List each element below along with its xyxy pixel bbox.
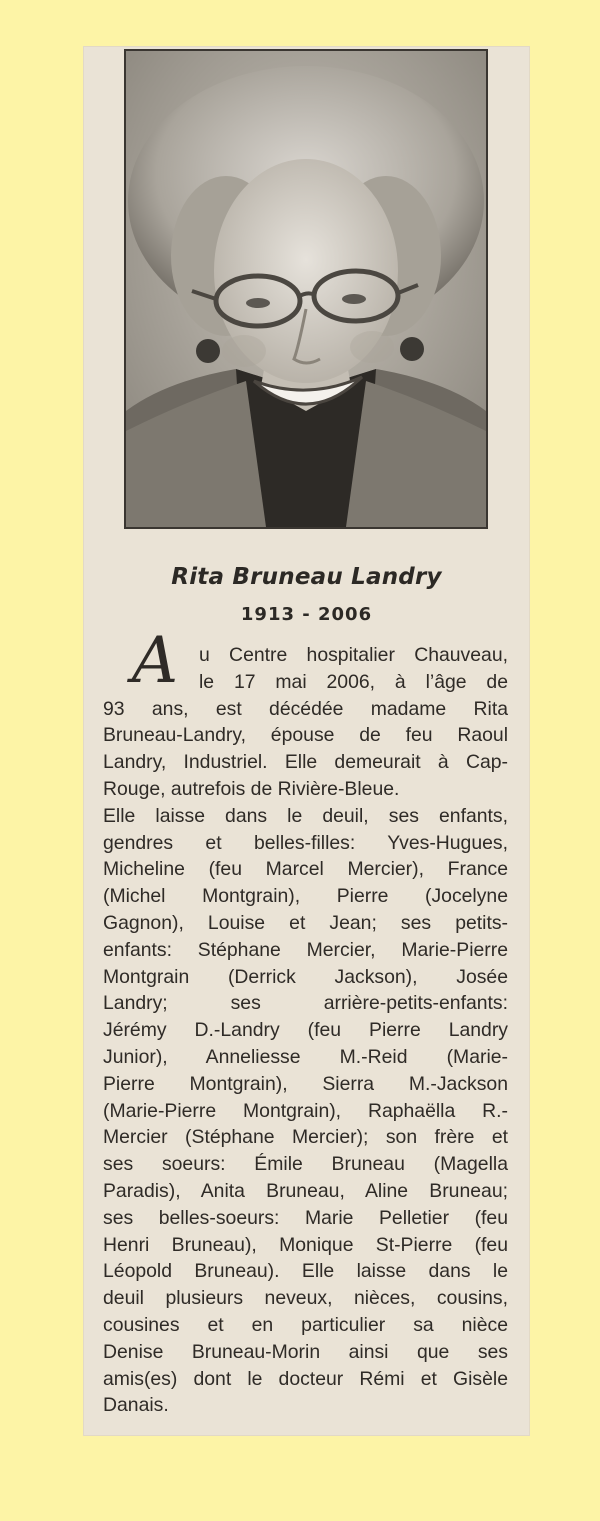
text-line: Elle laisse dans le deuil, ses enfants, [103,804,508,827]
text-line: Junior), Anneliesse M.-Reid (Marie- [103,1045,508,1068]
text-line: 93 ans, est décédée madame Rita [103,697,508,720]
text-line: deuil plusieurs neveux, nièces, cousins, [103,1287,508,1310]
text-line: Gagnon), Louise et Jean; ses petits- [103,911,508,934]
text-line: ses belles-soeurs: Marie Pelletier (feu [103,1206,508,1229]
text-line: le 17 mai 2006, à l’âge de [199,670,508,693]
obituary-text [103,624,508,1419]
text-line: Rouge, autrefois de Rivière-Bleue. [103,777,400,800]
text-line: Danais. [103,1394,169,1417]
text-line: (Michel Montgrain), Pierre (Jocelyne [103,885,508,908]
portrait-photo [124,49,488,529]
text-line: Landry, Industriel. Elle demeurait à Cap- [103,751,508,774]
text-line: Montgrain (Derrick Jackson), Josée [103,965,508,988]
text-line: Mercier (Stéphane Mercier); son frère et [103,1126,508,1149]
obituary-clipping [83,46,530,1436]
text-line: Landry; ses arrière-petits-enfants: [103,992,508,1015]
text-line: Pierre Montgrain), Sierra M.-Jackson [103,1072,508,1095]
text-line: Léopold Bruneau). Elle laisse dans le [103,1260,508,1283]
text-line: (Marie-Pierre Montgrain), Raphaëlla R.- [103,1099,508,1122]
text-line: Denise Bruneau-Morin ainsi que ses [103,1340,508,1363]
text-line: Paradis), Anita Bruneau, Aline Bruneau; [103,1179,508,1202]
text-line: enfants: Stéphane Mercier, Marie-Pierre [103,938,508,961]
text-line: Henri Bruneau), Monique St-Pierre (feu [103,1233,508,1256]
text-line: Jérémy D.-Landry (feu Pierre Landry [103,1019,508,1042]
text-line: Micheline (feu Marcel Mercier), France [103,858,508,881]
drop-cap: A [131,624,179,698]
text-line: amis(es) dont le docteur Rémi et Gisèle [103,1367,508,1390]
text-line: cousines et en particulier sa nièce [103,1313,508,1336]
deceased-name: Rita Bruneau Landry [171,564,442,590]
text-line: gendres et belles-filles: Yves-Hugues, [103,831,508,854]
life-years: 1913 - 2006 [240,604,373,625]
text-line: Bruneau-Landry, épouse de feu Raoul [103,724,508,747]
text-line: u Centre hospitalier Chauveau, [199,644,508,666]
text-line: ses soeurs: Émile Bruneau (Magella [103,1153,508,1176]
